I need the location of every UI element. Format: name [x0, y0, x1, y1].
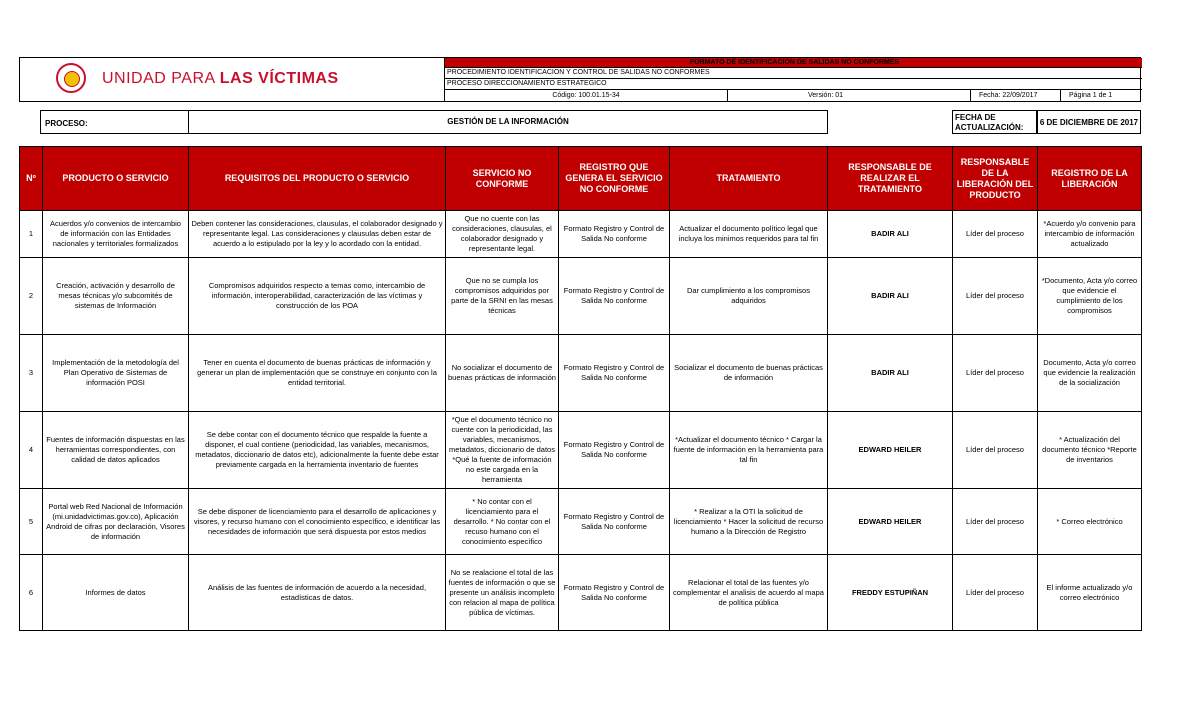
header-treatment-owner: RESPONSABLE DE REALIZAR EL TRATAMIENTO — [828, 147, 953, 211]
product-cell: Fuentes de información dispuestas en las herramientas correspondientes, con calidad de datos aplicados — [43, 412, 189, 489]
format-title: FORMATO DE IDENTIFICACIÓN DE SALIDAS NO CONFORMES — [445, 58, 1142, 68]
row-number: 5 — [20, 489, 43, 555]
treatment-owner-cell: FREDDY ESTUPIÑAN — [828, 555, 953, 631]
treatment-cell: Socializar el documento de buenas prácticas de información — [670, 335, 828, 412]
non-conforming-cell: No se realacione el total de las fuentes de información o que se presente un análisis incompleto con relacion al mapa de política pública de víctimas. — [446, 555, 559, 631]
update-date-label-line1: FECHA DE — [955, 113, 996, 122]
release-owner-cell: Líder del proceso — [953, 258, 1038, 335]
process-value: GESTIÓN DE LA INFORMACIÓN — [188, 110, 828, 134]
requirements-cell: Análisis de las fuentes de información de acuerdo a la necesidad, estadísticas de datos. — [189, 555, 446, 631]
treatment-owner-cell: BADIR ALI — [828, 258, 953, 335]
table-row — [20, 211, 1142, 258]
treatment-owner-cell: BADIR ALI — [828, 211, 953, 258]
requirements-cell: Compromisos adquiridos respecto a temas como, intercambio de información, interoperabilidad, caracterización de las víctimas y construcción de los POA — [189, 258, 446, 335]
release-record-cell: * Correo electrónico — [1038, 489, 1142, 555]
procedure-name: PROCEDIMIENTO IDENTIFICACION Y CONTROL DE SALIDAS NO CONFORMES — [445, 68, 1142, 79]
non-conforming-cell: No socializar el documento de buenas prácticas de información — [446, 335, 559, 412]
record-cell: Formato Registro y Control de Salida No conforme — [559, 412, 670, 489]
process-name: PROCESO DIRECCIONAMIENTO ESTRATEGICO — [445, 79, 1142, 90]
header-treatment: TRATAMIENTO — [670, 147, 828, 211]
treatment-owner-cell: EDWARD HEILER — [828, 412, 953, 489]
non-conforming-cell: *Que el documento técnico no cuente con la periodicidad, las variables, mecanismos, metadatos, diccionario de datos *Qué la fuente de información no este cargada en la herramienta — [446, 412, 559, 489]
header-record: REGISTRO QUE GENERA EL SERVICIO NO CONFORME — [559, 147, 670, 211]
requirements-cell: Tener en cuenta el documento de buenas prácticas de información y generar un plan de implementación que se construye en conjunto con la entidad territorial. — [189, 335, 446, 412]
non-conforming-cell: Que no cuente con las consideraciones, clausulas, el colaborador designado y representante legal. — [446, 211, 559, 258]
code-label: Código: 100.01.15-34 — [445, 90, 728, 101]
coat-of-arms-icon — [56, 63, 86, 93]
update-date-label — [952, 110, 1037, 134]
release-record-cell: *Documento, Acta y/o correo que evidencie el cumplimiento de los compromisos — [1038, 258, 1142, 335]
table-row — [20, 555, 1142, 631]
date-label: Fecha: 22/09/2017 — [971, 90, 1061, 101]
treatment-cell: Dar cumplimiento a los compromisos adquiridos — [670, 258, 828, 335]
header-requirements: REQUISITOS DEL PRODUCTO O SERVICIO — [189, 147, 446, 211]
header-non-conforming: SERVICIO NO CONFORME — [446, 147, 559, 211]
non-conforming-cell: Que no se cumpla los compromisos adquiridos por parte de la SRNI en las mesas técnicas — [446, 258, 559, 335]
table-header-row — [20, 147, 1142, 211]
record-cell: Formato Registro y Control de Salida No conforme — [559, 211, 670, 258]
row-number: 1 — [20, 211, 43, 258]
header-product: PRODUCTO O SERVICIO — [43, 147, 189, 211]
table-row — [20, 489, 1142, 555]
document-meta — [445, 90, 1142, 101]
product-cell: Acuerdos y/o convenios de intercambio de información con las Entidades nacionales y territoriales formalizados — [43, 211, 189, 258]
requirements-cell: Se debe disponer de licenciamiento para el desarrollo de aplicaciones y visores, y recurso humano con el conocimiento específico, e identificar las necesidades de información que será dispuesta por estos medios — [189, 489, 446, 555]
row-number: 2 — [20, 258, 43, 335]
logo-area — [20, 58, 445, 101]
table-row — [20, 258, 1142, 335]
product-cell: Informes de datos — [43, 555, 189, 631]
row-number: 6 — [20, 555, 43, 631]
release-owner-cell: Líder del proceso — [953, 335, 1038, 412]
header-number: Nº — [20, 147, 43, 211]
page-label: Página 1 de 1 — [1069, 92, 1113, 99]
requirements-cell: Deben contener las consideraciones, clausulas, el colaborador designado y representante legal. Las consideraciones y clausulas deben estar de acuerdo a lo estipulado por la ley y lo acordado con la entidad. — [189, 211, 446, 258]
release-owner-cell: Líder del proceso — [953, 412, 1038, 489]
record-cell: Formato Registro y Control de Salida No conforme — [559, 258, 670, 335]
document-header — [19, 57, 1141, 102]
treatment-cell: *Actualizar el documento técnico * Cargar la fuente de información en la herramienta para tal fin — [670, 412, 828, 489]
table-row — [20, 335, 1142, 412]
release-owner-cell: Líder del proceso — [953, 211, 1038, 258]
record-cell: Formato Registro y Control de Salida No conforme — [559, 335, 670, 412]
release-owner-cell: Líder del proceso — [953, 489, 1038, 555]
product-cell: Portal web Red Nacional de Información (mi.unidadvictimas.gov.co), Aplicación Android de cifras por declaración, Visores de información — [43, 489, 189, 555]
treatment-cell: Relacionar el total de las fuentes y/o complementar el analisis de acuerdo al mapa de política pública — [670, 555, 828, 631]
process-label: PROCESO: — [40, 110, 188, 134]
record-cell: Formato Registro y Control de Salida No conforme — [559, 555, 670, 631]
logo-text: UNIDAD PARA LAS VÍCTIMAS — [102, 70, 339, 87]
row-number: 4 — [20, 412, 43, 489]
update-date-value: 6 DE DICIEMBRE DE 2017 — [1037, 110, 1141, 134]
release-record-cell: Documento, Acta y/o correo que evidencie la realización de la socialización — [1038, 335, 1142, 412]
non-conforming-outputs-table — [19, 146, 1142, 631]
treatment-cell: * Realizar a la OTI la solicitud de licenciamiento * Hacer la solicitud de recurso humano a la Dirección de Registro — [670, 489, 828, 555]
header-release-record: REGISTRO DE LA LIBERACIÓN — [1038, 147, 1142, 211]
non-conforming-cell: * No contar con el licenciamiento para el desarrollo. * No contar con el recuso humano con el conocimiento específico — [446, 489, 559, 555]
header-release-owner: RESPONSABLE DE LA LIBERACIÓN DEL PRODUCTO — [953, 147, 1038, 211]
treatment-owner-cell: BADIR ALI — [828, 335, 953, 412]
requirements-cell: Se debe contar con el documento técnico que respalde la fuente a disponer, el cual contiene (periodicidad, las variables, mecanismos, metadatos, diccionario de datos etc), adicionalmente la fuente debe estar previamente cargada en la herramienta inventario de fuentes — [189, 412, 446, 489]
table-row — [20, 412, 1142, 489]
update-date-label-line2: ACTUALIZACIÓN: — [955, 123, 1024, 132]
release-owner-cell: Líder del proceso — [953, 555, 1038, 631]
row-number: 3 — [20, 335, 43, 412]
product-cell: Creación, activación y desarrollo de mesas técnicas y/o subcomités de sistemas de Información — [43, 258, 189, 335]
treatment-cell: Actualizar el documento político legal que incluya los minimos requeridos para tal fin — [670, 211, 828, 258]
treatment-owner-cell: EDWARD HEILER — [828, 489, 953, 555]
version-label: Versión: 01 — [728, 90, 971, 101]
product-cell: Implementación de la metodología del Plan Operativo de Sistemas de información POSI — [43, 335, 189, 412]
release-record-cell: El informe actualizado y/o correo electrónico — [1038, 555, 1142, 631]
release-record-cell: * Actualización del documento técnico *Reporte de inventarios — [1038, 412, 1142, 489]
record-cell: Formato Registro y Control de Salida No conforme — [559, 489, 670, 555]
release-record-cell: *Acuerdo y/o convenio para intercambio de información actualizado — [1038, 211, 1142, 258]
